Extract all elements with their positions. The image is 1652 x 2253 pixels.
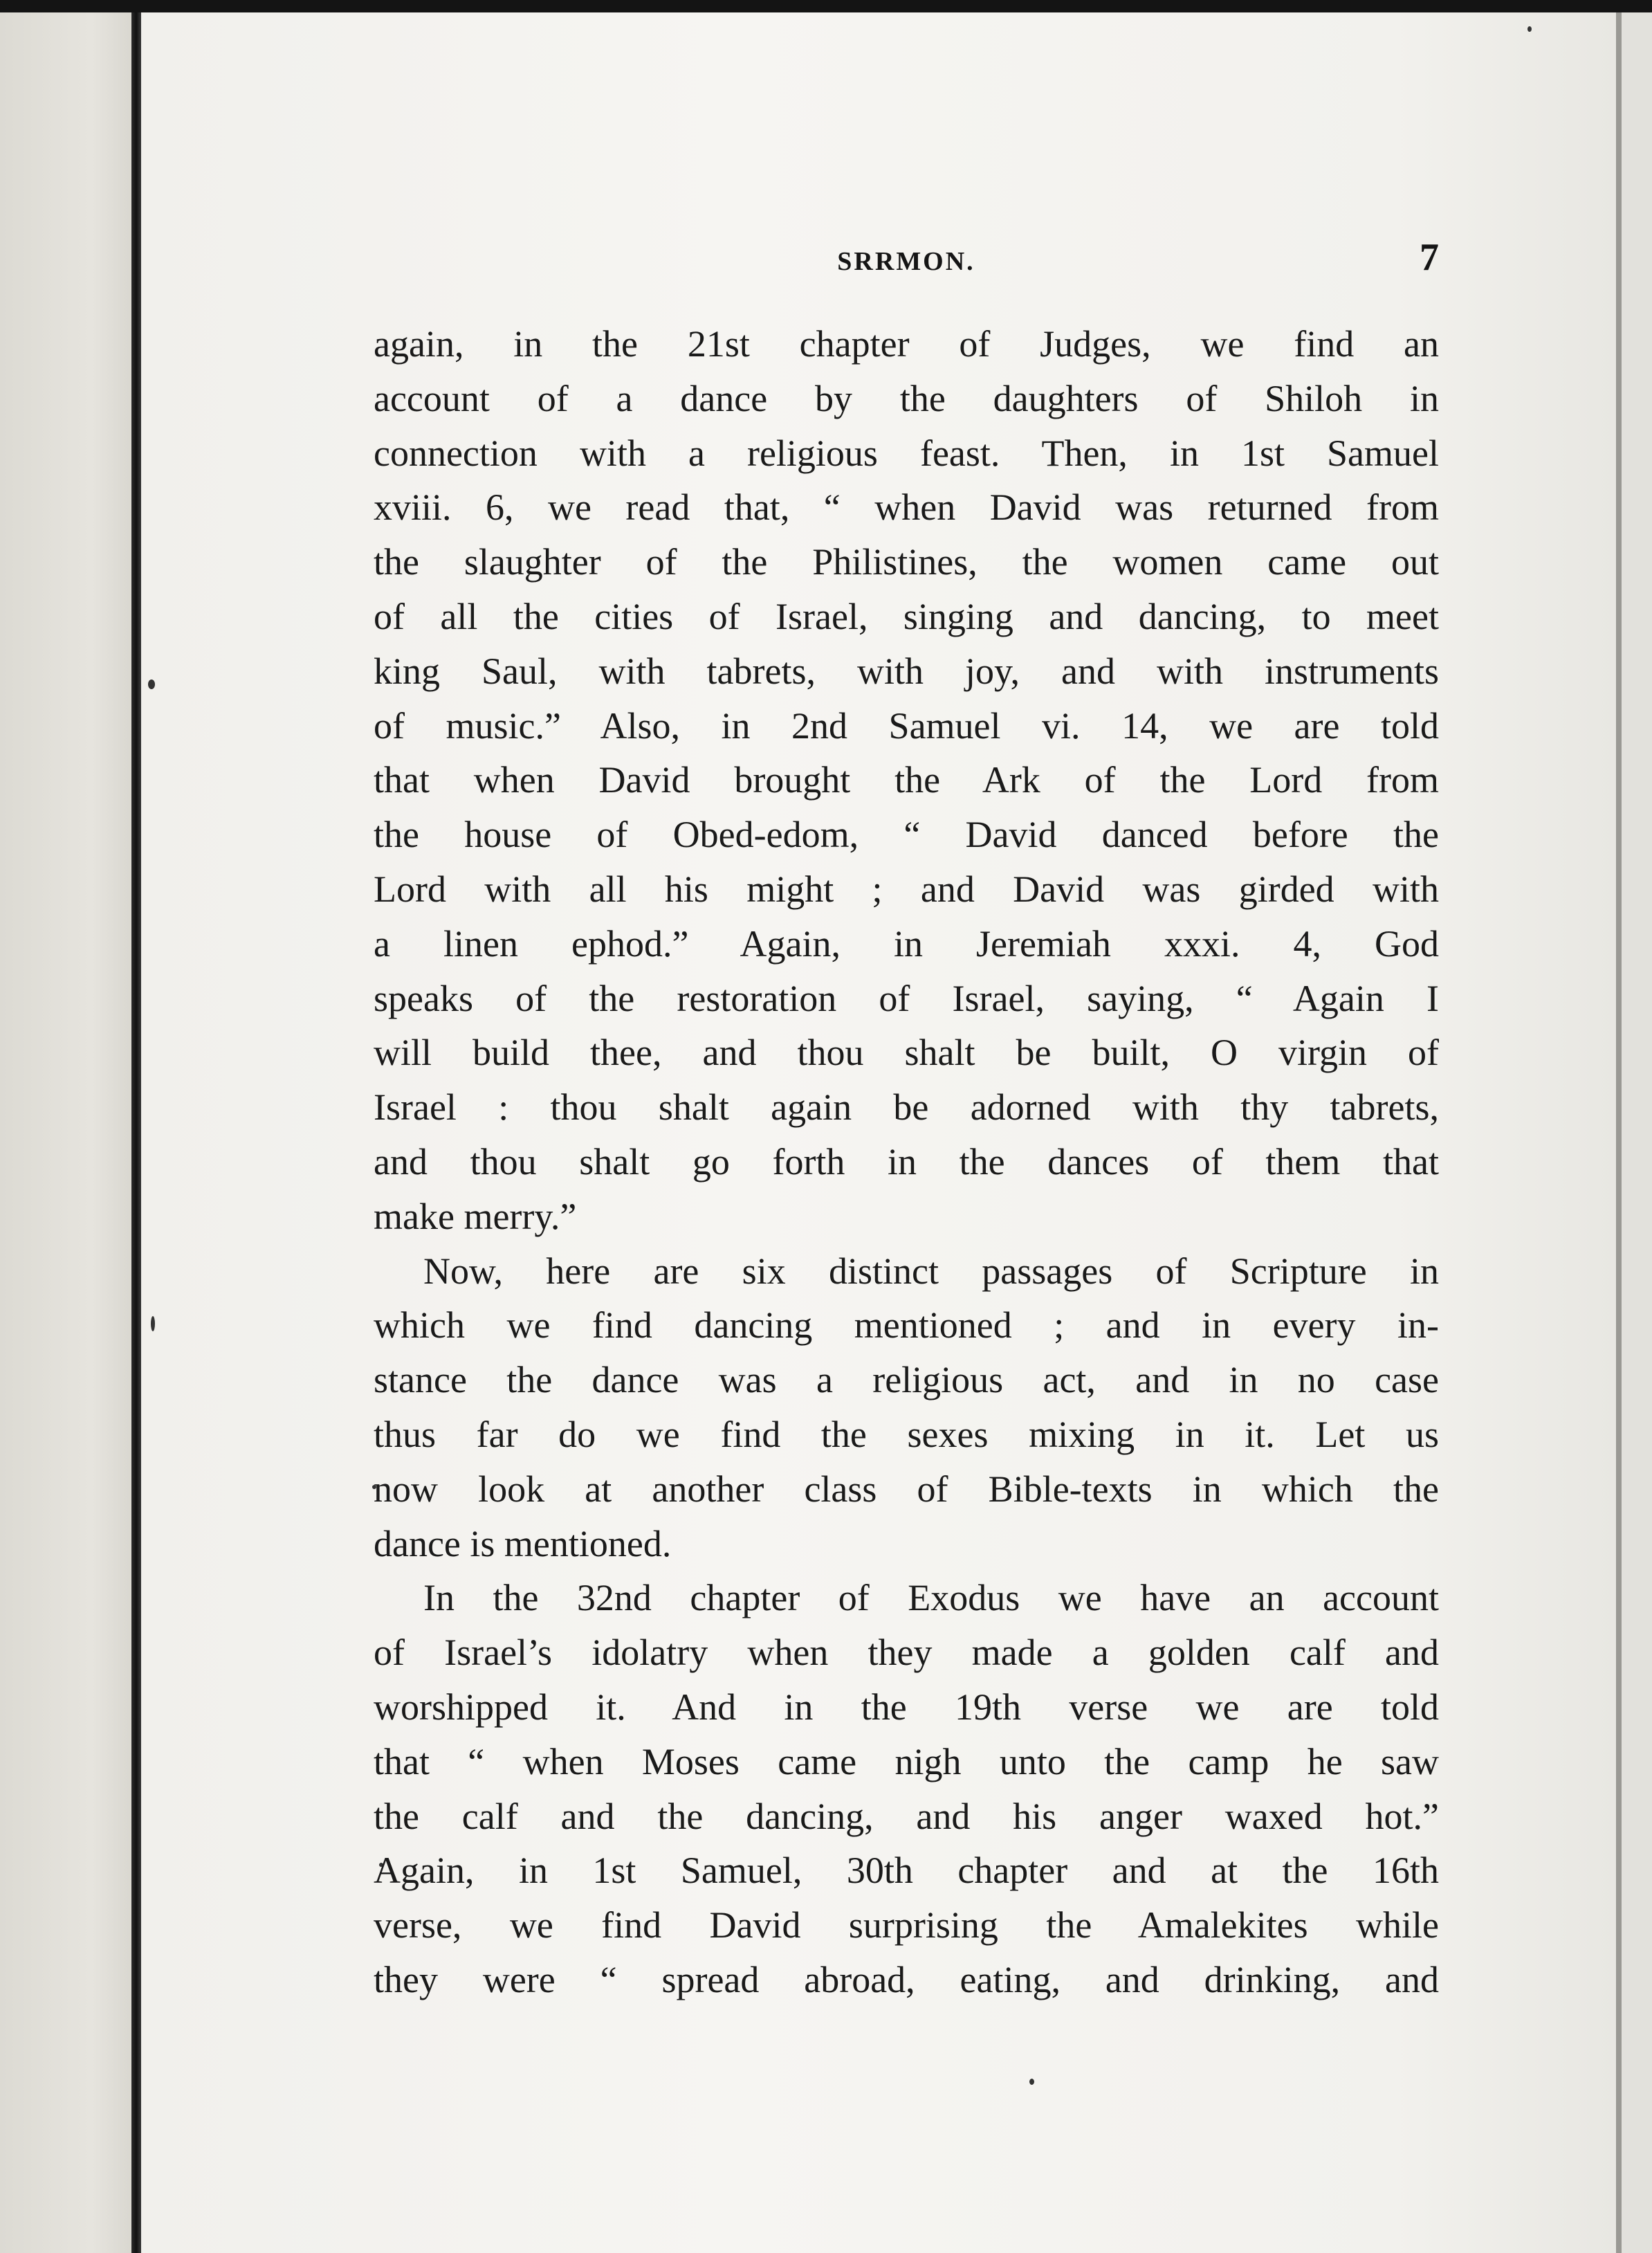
facing-page-margin [0,12,131,2253]
text-line: of music.” Also, in 2nd Samuel vi. 14, we are told [374,704,1439,747]
text-line: that “ when Moses came nigh unto the camp he saw [374,1740,1439,1782]
text-line: and thou shalt go forth in the dances of them that [374,1140,1439,1183]
text-line: the house of Obed-edom, “ David danced before the [374,814,1439,856]
paragraph [374,317,1439,1244]
text-line: connection with a religious feast. Then, in 1st Samuel [374,432,1439,474]
text-line: verse, we find David surprising the Amalekites while [374,1904,1439,1946]
paragraph [374,1244,1439,1571]
scan-right-margin [1622,12,1652,2253]
text-line: which we find dancing mentioned ; and in every in- [374,1304,1439,1347]
text-line: they were “ spread abroad, eating, and drinking, and [374,1958,1439,2000]
scan-speck [1527,26,1532,32]
text-line: account of a dance by the daughters of Shiloh in [374,377,1439,419]
running-title: SRRMON. [837,247,975,276]
scan-speck [1029,2079,1034,2085]
text-line: king Saul, with tabrets, with joy, and with instruments [374,650,1439,692]
text-line: worshipped it. And in the 19th verse we are told [374,1686,1439,1728]
text-line: will build thee, and thou shalt be built, O virgin of [374,1032,1439,1074]
page-edge-shadow [1616,12,1622,2253]
binding-gutter [131,12,141,2253]
text-line: now look at another class of Bible-texts in which the [374,1468,1439,1510]
text-line: thus far do we find the sexes mixing in it. Let us [374,1413,1439,1455]
text-line: the calf and the dancing, and his anger waxed hot.” [374,1795,1439,1837]
scan-speck [151,1316,155,1331]
paragraph [374,1571,1439,2007]
scan-speck [148,679,155,689]
text-line: Now, here are six distinct passages of Scripture in [423,1250,1439,1292]
text-line: that when David brought the Ark of the Lord from [374,759,1439,801]
text-line: stance the dance was a religious act, and in no case [374,1359,1439,1401]
text-line: make merry.” [374,1195,577,1237]
text-line: a linen ephod.” Again, in Jeremiah xxxi. 4, God [374,922,1439,965]
text-line: Again, in 1st Samuel, 30th chapter and at the 16th [374,1850,1439,1892]
text-line: xviii. 6, we read that, “ when David was returned from [374,486,1439,529]
text-line: of all the cities of Israel, singing and dancing, to meet [374,595,1439,637]
text-line: In the 32nd chapter of Exodus we have an account [423,1577,1439,1619]
text-line: again, in the 21st chapter of Judges, we find an [374,323,1439,365]
body-text [374,317,1439,2007]
text-line: Israel : thou shalt again be adorned with thy tabrets, [374,1086,1439,1129]
text-line: speaks of the restoration of Israel, saying, “ Again I [374,977,1439,1019]
text-line: the slaughter of the Philistines, the women came out [374,541,1439,583]
text-line: of Israel’s idolatry when they made a golden calf and [374,1632,1439,1674]
scan-top-border [0,0,1652,12]
text-line: Lord with all his might ; and David was girded with [374,868,1439,910]
text-line: dance is mentioned. [374,1522,672,1565]
page-number: 7 [1420,236,1439,279]
running-head [374,235,1439,291]
